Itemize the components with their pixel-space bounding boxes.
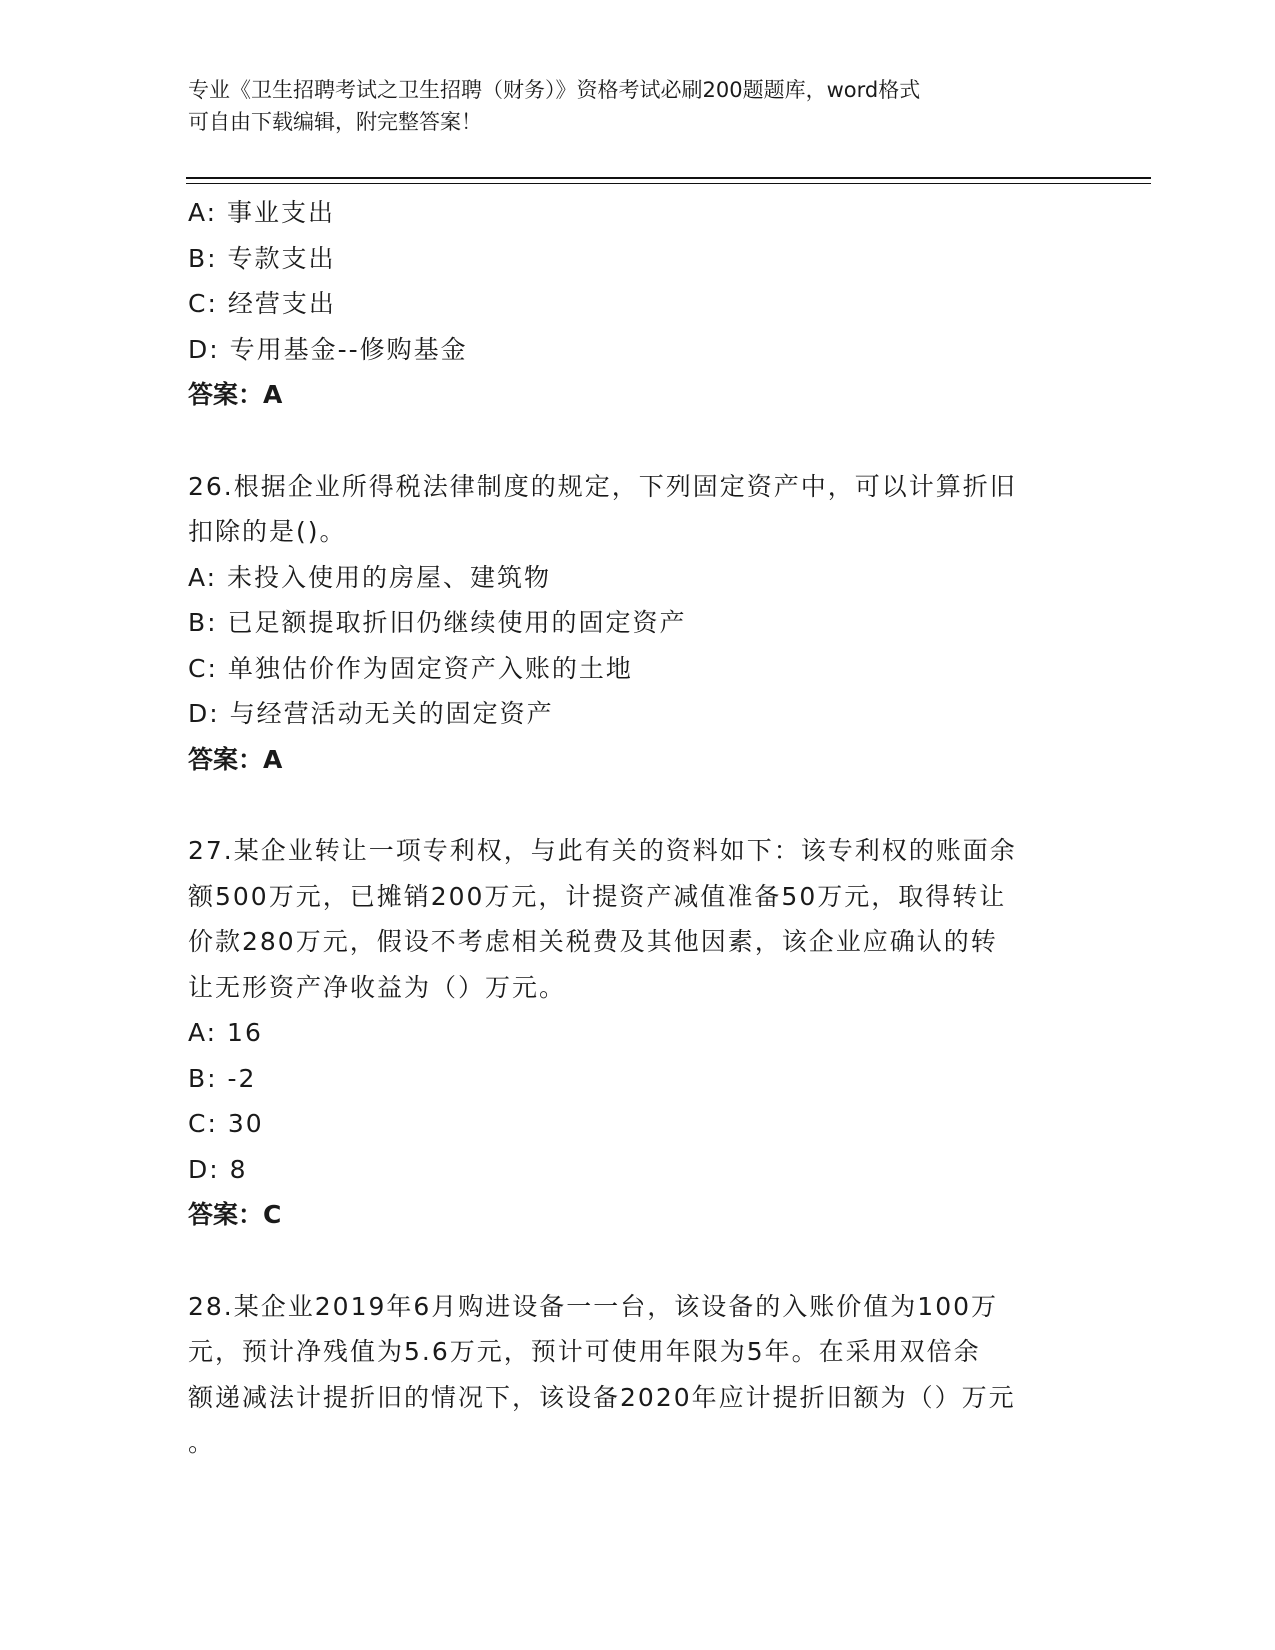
header-divider-thick bbox=[186, 177, 1151, 179]
question-text-line: 额500万元，已摊销200万元，计提资产减值准备50万元，取得转让 bbox=[188, 881, 1007, 911]
question-text-line: 价款280万元，假设不考虑相关税费及其他因素，该企业应确认的转 bbox=[188, 927, 998, 956]
option-d: D: 8 bbox=[188, 1154, 248, 1184]
question-28-block bbox=[188, 1284, 1068, 1466]
question-27-block bbox=[188, 828, 1068, 1238]
option-d: D: 专用基金--修购基金 bbox=[188, 334, 468, 364]
option-d: D: 与经营活动无关的固定资产 bbox=[188, 699, 554, 728]
option-a: A: 未投入使用的房屋、建筑物 bbox=[188, 562, 552, 592]
question-text-line: 额递减法计提折旧的情况下，该设备2020年应计提折旧额为（）万元 bbox=[188, 1382, 1016, 1412]
option-b: B: -2 bbox=[188, 1063, 257, 1093]
answer-line: 答案：A bbox=[188, 744, 283, 774]
header-line-2: 可自由下载编辑，附完整答案！ bbox=[188, 110, 482, 134]
spacer bbox=[188, 782, 1068, 828]
option-c: C: 30 bbox=[188, 1109, 264, 1138]
question-text-line: 26.根据企业所得税法律制度的规定，下列固定资产中，可以计算折旧 bbox=[188, 471, 1017, 501]
option-c: C: 单独估价作为固定资产入账的土地 bbox=[188, 653, 633, 683]
answer-line: 答案：A bbox=[188, 380, 283, 409]
question-content bbox=[188, 190, 1068, 1466]
option-a: A: 16 bbox=[188, 1018, 263, 1047]
spacer bbox=[188, 418, 1068, 464]
question-text-line: 28.某企业2019年6月购进设备一一台，该设备的入账价值为100万 bbox=[188, 1291, 999, 1321]
prev-question-block bbox=[188, 190, 1068, 418]
option-c: C: 经营支出 bbox=[188, 289, 336, 318]
header-line-1: 专业《卫生招聘考试之卫生招聘（财务）》资格考试必刷200题题库，word格式 bbox=[188, 78, 921, 102]
question-text-line: 元，预计净残值为5.6万元，预计可使用年限为5年。在采用双倍余 bbox=[188, 1337, 981, 1366]
question-text-line: 扣除的是()。 bbox=[188, 517, 347, 546]
option-a: A: 事业支出 bbox=[188, 198, 336, 227]
option-b: B: 专款支出 bbox=[188, 243, 336, 273]
spacer bbox=[188, 1238, 1068, 1284]
question-26-block bbox=[188, 464, 1068, 783]
option-b: B: 已足额提取折旧仍继续使用的固定资产 bbox=[188, 608, 687, 637]
document-header bbox=[188, 74, 1088, 138]
question-text-line: 27.某企业转让一项专利权，与此有关的资料如下：该专利权的账面余 bbox=[188, 836, 1017, 865]
question-text-line: 。 bbox=[188, 1428, 216, 1457]
header-divider-thin bbox=[186, 183, 1151, 184]
question-text-line: 让无形资产净收益为（）万元。 bbox=[188, 972, 567, 1002]
answer-line: 答案：C bbox=[188, 1200, 282, 1229]
